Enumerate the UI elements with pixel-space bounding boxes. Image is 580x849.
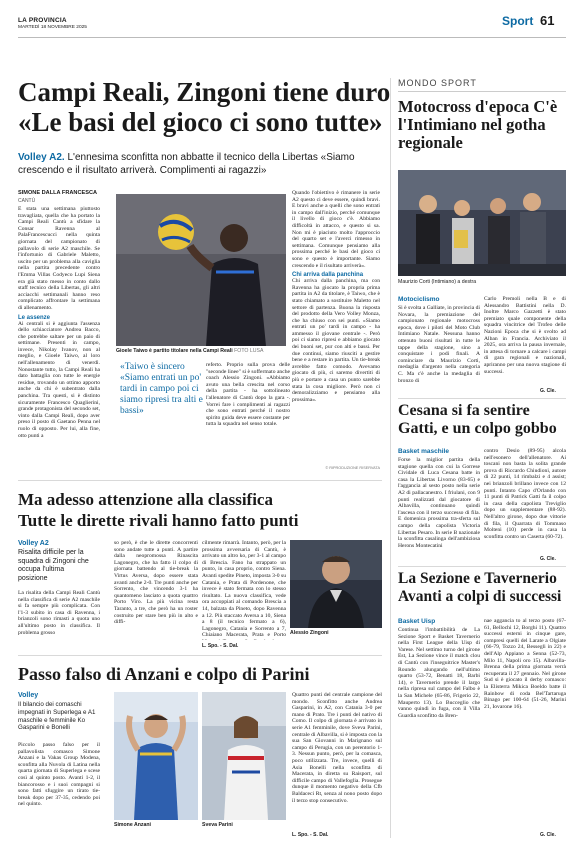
main-headline-2: «Le basi del gioco ci sono tutte» xyxy=(18,107,383,137)
anzani-photo-1 xyxy=(114,692,198,820)
sidebar-photo xyxy=(398,170,566,276)
masthead xyxy=(18,14,566,36)
classifica-colB-text: so però, è che le dirette concorrenti sono andate tutte a punti. A partire dalla neopromossa Rinascita Lagonegro, che ha fatto il colpo di giornata battendo al tie-break la Virtus Aversa, dopo essere stata avanti anche 2-0. Tre punti anche per Sorrento, che vincendo 3-1 ha quantomeno lasciato a quota quattro Porto Viro. La più vicina resta Taranto, a tre, che però ha un roster costruito per stare ben più in alto e diffi- xyxy=(114,540,198,626)
photo-caption-text: Gioele Taiwo è partito titolare nella Campi Reali xyxy=(116,348,233,354)
anzani-kicker: Volley xyxy=(18,692,39,699)
main-photo-caption xyxy=(116,348,286,354)
classifica-top-rule xyxy=(18,480,382,481)
cesana-kicker: Basket maschile xyxy=(398,448,449,455)
main-col1-text: È stata una settimana piuttosto travagliata, quella che ha portato la Campi Reali Cantù a sfidare la Consar Ravenna al PalaFrancescucci nella quinta giornata del campionato di pallavolo di serie A2 maschile. Se l'infortunio di Gabriele Maletto, uscito per un problema alla caviglia nella partita precedente contro l'Emma Villas Codyeco Lupi Siena era già stato messo in conto dallo staff tecnico della Libertas, gli altri acciacchi settimanali hanno reso complicato affrontare la settimana di allenamento. xyxy=(18,206,100,311)
tavernerio-headline: La Sezione e Tavernerio Avanti a colpi di successi xyxy=(398,570,562,605)
sidebar-sign: G. Cle. xyxy=(540,388,556,394)
anzani-photo-2-caption: Sveva Parini xyxy=(202,822,233,828)
classifica-colC-text: cilmente rimarrà. Intanto, però, per la prossima avversaria di Cantù, è arrivato un altro ko, per 3-1 al campo di Brescia. Fano ha strappato un punto, in casa proprio, contro Siena. Avanti spedite Pineto, imposta 3-0 su Catania, e Prata di Pordenone, che invece è stato fermata con lo stesso risultato. La nuova classifica, vede ora accoppiati al comando Brescia a 14, balzata da Pineto, dopo Ravenna a 12. Più staccato Aversa a 10, Siena a 8 (il tecnico fermato a 6), Lagonegro, Catania e Sorrento a 7, Chiaiano Macerata, Prata e Porto xyxy=(202,540,286,639)
anzani-sign: L. Spo. - S. Dal. xyxy=(292,832,329,838)
classifica-colA xyxy=(18,590,100,640)
anzani-colA xyxy=(18,742,100,834)
main-headline-1: Campi Reali, Zingoni tiene duro xyxy=(18,77,391,107)
main-col1 xyxy=(18,206,100,466)
sidebar-colB-text: Carlo Premoli nella B e di Alessandro Battistini nella D. Inoltre Marco Gazzetti è stato premiato quale componente della squadra vincitrice del Trofeo delle Nazioni Epoca che si è svolto ad Alban in Francia. Archiviato il 2025, ora arriva la pausa invernale, in attesa di tornare a calcare i campi di gara regionali e nazionali, apriranno per una nuova stagione di successi. xyxy=(484,296,566,375)
sidebar-divider xyxy=(390,78,391,838)
anzani-colA-text: Piccolo passo falso per il pallavolista comasco Simone Anzani e la Vakas Group Modena, sconfitta alla Nuvola di Latina nella quarta giornata di Superlega e scese così al quinto posto. Avanti 1-2, il biancorosso e i suoi compagni si sono fatti sfuggire un tirato tie-break dopo per 37-35, cedendo poi nel quinto. xyxy=(18,742,100,808)
photo-credit: FOTO LUSA xyxy=(234,348,264,354)
main-col3-text-b: Chi arriva dalla panchina, ma con Ravenna ha giocato la propria prima partita in A2 da titolare, è Taiwo, che è stato chiamato a sostituire Maletto nel settore di partenza. Buona la risposta del prodotto della Vero Volley Monza, che ha chiuso con sei punti. «Siamo entrati un po' tardi in campo - ha ammesso il giovane centrale -. Però poi ci siamo ripresi e abbiamo giocato dei buoni set, pur con alti e bassi. Per due continui, siamo riusciti a gestire bene e a restare in partita. Un tie-break avrebbe fatto comodo. Avevamo giocato di più, ci saremo divertiti di più e portare a casa un punto sarebbe stata la cosa migliore. Però non ci demoralizziamo e pensiamo alla prossima». xyxy=(292,278,380,403)
main-deck xyxy=(18,152,384,177)
main-col1-text-b: Ai centrali si è aggiunta l'assenza dello schiacciatore Andrea Bacco, che potrebbe saltare per un paio di settimane. Presenti in campo, invece, Nikolay Ivanov, non al meglio, e Gioele Taiwo, al loro nell'allenamento di venerdì. Nonostante tutto, la Campi Reali ha dato battaglia con tutte le energie residue, trovando un ottimo apporto anche da chi è subentrato dalla panchina. Tra questi, si è distinto sicuramente Francesco Quaglierini, grande protagonista del secondo set, vinto dalla Campi Reali, dopo aver preso il posto di Gaetano Penna nel ruolo di opposto. Per lui, alla fine, otto punti a xyxy=(18,320,100,439)
main-col2 xyxy=(206,362,290,466)
anzani-deck: Il bilancio dei comaschi impegnati in Superlega e A1 maschile e femminile Ko Gasparini e Bonelli xyxy=(18,701,96,732)
sidebar-headline: Motocross d'epoca C'è l'Intimiano nel gotha regionale xyxy=(398,97,558,152)
sidebar-photo-caption: Maurizio Corti (Intimiano) a destra xyxy=(398,279,477,285)
main-col1-subhead: Le assenze xyxy=(18,314,51,321)
classifica-colB xyxy=(114,540,198,642)
cesana-colB-text: contro Desio (89-95) alcola nell'esonero dell'allenatore. Ai toscani non basta la solita grande prova di Riccardo Chiudioni, autore di 22 punti, 14 rimbalzi e 4 assist; nei brianzoli brillano invece con 12 punti. Intanto Capo d'Orlando con 11 punti di Patrick Gatti fa il colpo in casa della capolista Treviglio dopo un supplementare (88-92). Nell'altro girone, dopo due vittorie di fila, il Quarrata di Tommaso Molteni (10) perde in casa la sconfitta contro un Caserta (60-72). xyxy=(484,448,566,540)
main-photo xyxy=(116,194,286,346)
section-name: Sport xyxy=(502,14,534,28)
anzani-top-rule xyxy=(18,655,382,656)
tavernerio-sign: G. Cle. xyxy=(540,832,556,838)
sidebar-label: MONDO SPORT xyxy=(398,78,566,92)
tavernerio-colB-text: nae aggancia to al terzo posto (67-61, Bellochi 12, Borghi 11). Quattro successi esterni in cinque gare, compresi quelli del Larate a Olgiate (66-79, Tozzo 24, Bessegli in 22) e dell'Alp Appiano a Senna (52-73, Milo 11, Napoli oro 15). Albavilla-Brenna della prima giornata verrà recuperata il 27 gennaio. Nel girone Sud si è giocato il derby comasco: la Elisterra Mikica Boeldo batte il Rainbow di coda Bel'Tartaruga Binago per 100-64 (51-26, Marini 21, Iovarone 16). xyxy=(484,618,566,710)
cesana-colA-text: Forse la miglior partita della stagione quella con cui la Gorrese Cividale di Luca Cesana batte in casa la Libertas Livorno (83-65) e l'aggancia al sesto posto nella serie A2 di pallacanestro. I friulani, con 9 punti realizzati dal giocatore di Albavilla, continuano quindi l'ascesa con il terzo successo di fila. E domenica prossima tra-sferta sul campo della capolista Victoria Libertas Pesaro. In serie B nazionale la sconfitta casalinga dell'ambiziosa Herons Montecatini xyxy=(398,457,480,549)
cesana-sign: G. Cle. xyxy=(540,556,556,562)
cesana-colA xyxy=(398,457,480,555)
classifica-photo-caption: Alessio Zingoni xyxy=(290,630,329,636)
sidebar-rule-1 xyxy=(398,398,566,399)
main-pull-quote: «Taiwo è sincero «Siamo entrati un po' tardi in campo poi ci siamo ripresi tra alti e bassi» xyxy=(120,362,203,416)
main-col3-subhead: Chi arriva dalla panchina xyxy=(292,272,364,279)
masthead-rule xyxy=(18,37,566,38)
issue-date: MARTEDÌ 18 NOVEMBRE 2025 xyxy=(18,25,87,30)
main-copyright: © RIPRODUZIONE RISERVATA xyxy=(325,466,380,470)
coach-portrait-image xyxy=(290,540,382,628)
main-place: CANTÙ xyxy=(18,198,36,204)
motocross-award-image xyxy=(398,170,566,276)
classifica-headline-2: Tutte le dirette rivali hanno fatto punti xyxy=(18,511,299,530)
classifica-deck: Risalita difficile per la squadra di Zingoni che occupa l'ultima posizione xyxy=(18,549,89,582)
main-col3-text: Quando l'obiettivo è rimanere in serie A2 questo ci deve essere, quindi bravi. E bravi anche a quelli che sono entrati in campo dall'inizio, perché comunque il livello di gioco c'è. Abbiamo difficoltà in attacco, e questo si sa. Non mi è piaciuto molto l'approccio del quarto set e l'averci rimesso in settimana. Comunque pensiamo alla prossima perché le basi del gioco ci sono e questo è importante. Siamo crescendo e il risultato arriverà». xyxy=(292,190,380,269)
main-col2-text: referto. Proprio sulla prova delle "seconde linee" si è soffermato anche coach Alessio Zingoni. «Abbiamo avuto una bella crescita nel corso della partita - ha sottolineato l'allenatore di Cantù dopo la gara -. Vorrei fare i complimenti ai ragazzi che sono entrati perché il nostro spirito guida deve essere costante per tutta la squadra nel senso totale. xyxy=(206,362,290,428)
classifica-headline-1: Ma adesso attenzione alla classifica xyxy=(18,490,273,509)
classifica-kicker: Volley A2 xyxy=(18,540,49,547)
main-byline: SIMONE DALLA FRANCESCA xyxy=(18,190,98,196)
tavernerio-colA-text: Continua l'imbattibilità de La Sezione Sport e Basket Tavernerio nella First League della Uisp di Varese. Nel settimo turno del girone Est, La Sezione vince il match clou di Cantù con l'inseguitrice Master's Roundo alungando nell'ultimo quarto (53-72, Benatti 18, Barbi 14), e Tavernerio prende il largo nella ripresa sul campo del Falbo è la San Michele (65-86, Frigerio 22, Mauperto 13). Lo Bucceglio che vanno quindi in fuga, con il Villa Guardia sconfitto da Bren- xyxy=(398,627,480,719)
sidebar-colA-text: Si è svolta a Galliate, in provincia di Novara, la premiazione del campionato regionale motocross epoca, dove i piloti del Moto Club Intimiano Natale. Nessuna hanno ottenuto buoni risultati in tutte le tappe della stagione, sino a conquistare i podi finali. A cominciare da Maurizio Corti, medaglia d'argento nella categoria C. Ma c'è anche la medaglia di bronzo di xyxy=(398,305,480,384)
tavernerio-colA xyxy=(398,627,480,833)
main-deck-text: L'ennesima sconfitta non abbatte il tecnico della Libertas «Siamo crescendo e il risultato arriverà. Complimenti ai ragazzi» xyxy=(18,152,355,176)
main-kicker: Volley A2. xyxy=(18,152,65,163)
sidebar-colA xyxy=(398,305,480,387)
anzani-player-image xyxy=(114,692,198,820)
main-col3 xyxy=(292,190,380,464)
anzani-colB-text: Quattro punti del centrale campione del mondo. Sconfitto anche Andrea Gasparini, in A2, con Catania 3-0 per mano di Prato. Tre i punti del nativo di Como. Il colpo di giornata è arrivato in serie A1 femminile, dove Sveva Parini, centrale di Albavilla, si è imposta con la sua San Giovanni in Marignano sul campo di Perugia, con un perentorio 1-3. Nessun punto, però, per la comasca, poco utilizzata. Tre, invece, quelli di Asia Bonelli nella sconfitta di Macerata, in diretta su Raisport, sul difficile campo di Vallefoglia. Prosegue dunque il momento negativo della Cfb Baldaceci Rt, senza al nono posto dopo il terzo stop consecutivo. xyxy=(292,692,382,804)
classifica-sign: L. Spo. - S. Dal. xyxy=(202,643,239,649)
sidebar-colB xyxy=(484,296,566,386)
cesana-headline: Cesana si fa sentire Gatti, e un colpo gobbo xyxy=(398,402,557,437)
anzani-colB xyxy=(292,692,382,830)
anzani-photo-1-caption: Simone Anzani xyxy=(114,822,151,828)
cesana-colB xyxy=(484,448,566,556)
paper-name: LA PROVINCIA xyxy=(18,17,67,24)
sidebar-rule-2 xyxy=(398,566,566,567)
tavernerio-kicker: Basket Uisp xyxy=(398,618,436,625)
parini-player-image xyxy=(202,692,286,820)
anzani-headline: Passo falso di Anzani e colpo di Parini xyxy=(18,664,310,684)
volley-player-image xyxy=(116,194,286,346)
classifica-photo xyxy=(290,540,382,628)
sidebar-kicker: Motociclismo xyxy=(398,296,440,303)
anzani-photo-2 xyxy=(202,692,286,820)
page-number: 61 xyxy=(540,13,555,28)
tavernerio-colB xyxy=(484,618,566,828)
classifica-colA-text: La risalita della Campi Reali Cantù nella classifica di serie A2 maschile si fa sempre più complicata. Con l'1-3 subito in casa di Ravenna, i brianzoli sono rimasti a quota uno all'ultimo posto in classifica. Il problema grosso xyxy=(18,590,100,636)
classifica-colC xyxy=(202,540,286,640)
